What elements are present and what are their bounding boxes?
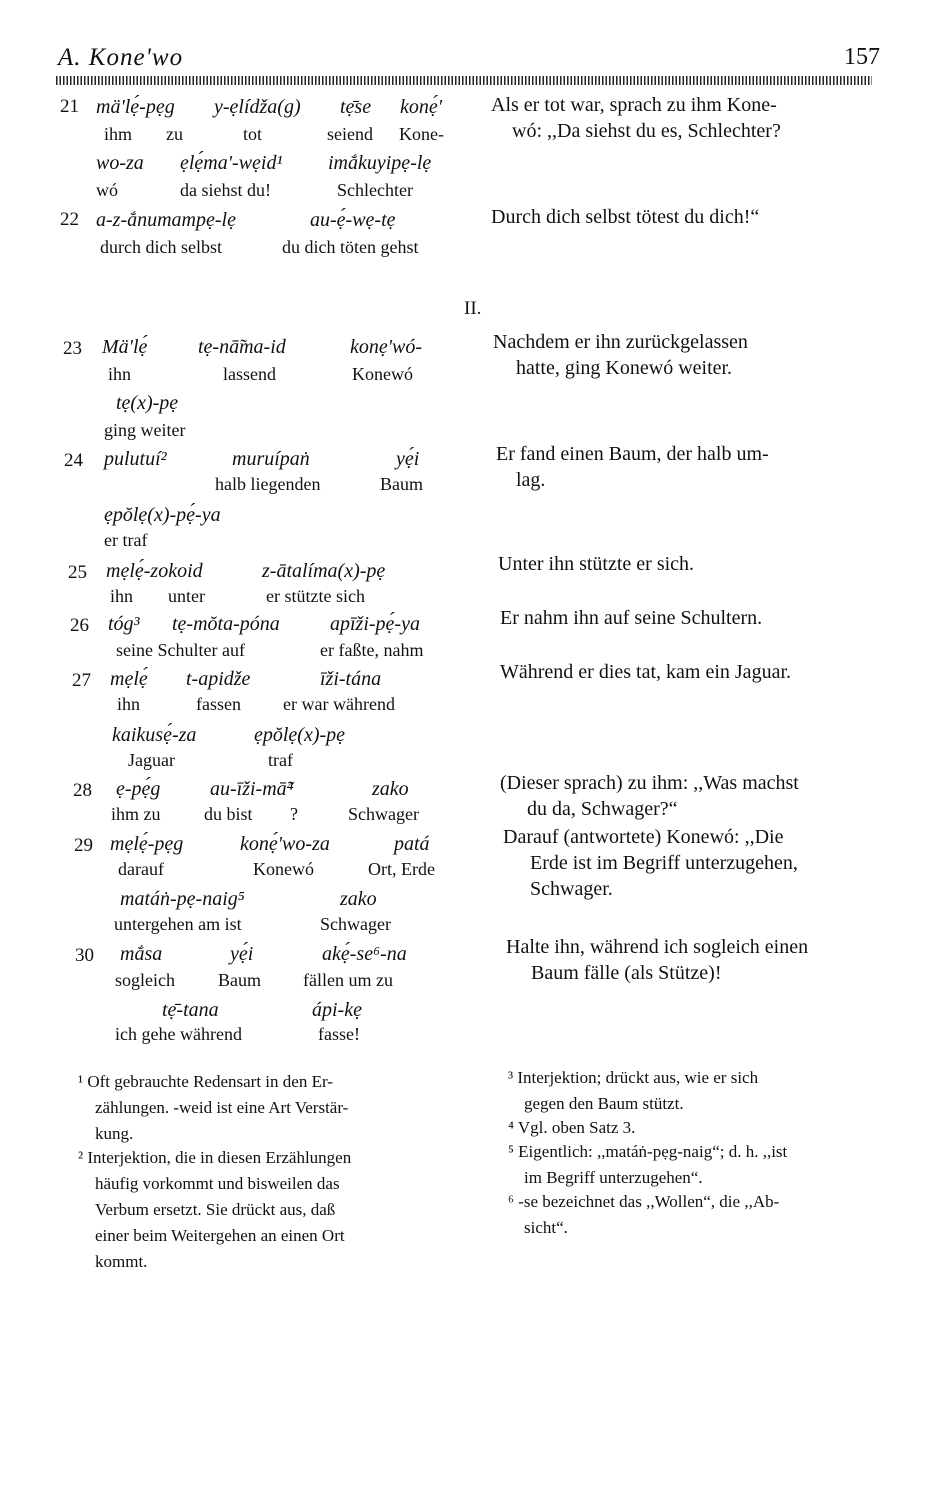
gloss-g30d: ich gehe während (115, 1024, 242, 1044)
gloss-g28d: Schwager (348, 804, 419, 824)
native-word-w23c: konẹ'wó- (350, 336, 423, 358)
native-word-w22a: a-z-ắnumampẹ-lẹ (96, 209, 236, 231)
native-word-w26a: tóg³ (108, 613, 140, 635)
translation-line-t22: Durch dich selbst tötest du dich!“ (491, 206, 760, 228)
native-word-w25b: z-ātalíma(x)-pẹ (262, 560, 386, 582)
footnote-line-f5b: im Begriff unterzugehen“. (524, 1168, 703, 1187)
translation-line-t23a: Nachdem er ihn zurückgelassen (493, 331, 748, 353)
gloss-g30e: fasse! (318, 1024, 360, 1044)
translation-line-t29a: Darauf (antwortete) Konewó: ,,Die (503, 826, 784, 848)
gloss-g28b: du bist (204, 804, 253, 824)
translation-line-t24a: Er fand einen Baum, der halb um- (496, 443, 769, 465)
native-word-w28b: au-īži-mā̃⁴ (210, 778, 294, 800)
gloss-g29b: Konewó (253, 859, 314, 879)
footnote-line-f6b: sicht“. (524, 1218, 568, 1237)
native-word-w29a: mẹlẹ́-pẹg (110, 833, 184, 855)
footnote-line-f6a: ⁶ -se bezeichnet das ,,Wollen“, die ,,Ab- (508, 1192, 780, 1211)
footnote-line-f2a: ² Interjektion, die in diesen Erzählungen (78, 1148, 352, 1167)
gloss-g27e: traf (268, 750, 293, 770)
gloss-g25c: er stützte sich (266, 586, 365, 606)
translation-line-t30a: Halte ihn, während ich sogleich einen (506, 936, 809, 958)
gloss-g21g: da siehst du! (180, 180, 271, 200)
translation-line-t21b: wó: ,,Da siehst du es, Schlechter? (512, 120, 781, 142)
gloss-g30a: sogleich (115, 970, 175, 990)
footnote-line-f3a: ³ Interjektion; drückt aus, wie er sich (508, 1068, 759, 1087)
gloss-g21e: Kone- (399, 124, 444, 144)
native-word-w29c: patá (394, 833, 430, 855)
footnote-line-f1c: kung. (95, 1124, 134, 1143)
sentence-number-n27: 27 (72, 670, 91, 691)
sentence-number-n26: 26 (70, 615, 89, 636)
footnote-line-f3b: gegen den Baum stützt. (524, 1094, 684, 1113)
gloss-g24a: halb liegenden (215, 474, 321, 494)
footnote-line-f4: ⁴ Vgl. oben Satz 3. (508, 1118, 636, 1137)
gloss-g24c: er traf (104, 530, 148, 550)
sentence-number-n24: 24 (64, 450, 83, 471)
native-word-w30a: mắsa (120, 943, 163, 965)
native-word-w21c: tẹ̄se (340, 96, 372, 118)
gloss-g23d: ging weiter (104, 420, 186, 440)
native-word-w27a: mẹlẹ́ (110, 668, 148, 690)
gloss-g21h: Schlechter (337, 180, 413, 200)
native-word-w30e: ápi-kẹ (312, 999, 362, 1021)
native-word-w28a: ẹ-pẹ́g (116, 778, 161, 800)
translation-line-t29b: Erde ist im Begriff unterzugehen, (530, 852, 798, 874)
sentence-number-n30: 30 (75, 945, 94, 966)
sentence-number-n28: 28 (73, 780, 92, 801)
gloss-g22b: du dich töten gehst (282, 237, 419, 257)
gloss-g21c: tot (243, 124, 263, 144)
native-word-w29b: konẹ́'wo-za (240, 833, 330, 855)
gloss-g27d: Jaguar (128, 750, 175, 770)
sentence-number-n25: 25 (68, 562, 87, 583)
sentence-number-n21: 21 (60, 96, 79, 117)
translation-line-t25: Unter ihn stützte er sich. (498, 553, 695, 575)
native-word-w21a: mä'lẹ́-pẹg (96, 96, 175, 118)
native-word-w26c: apīži-pẹ́-ya (330, 613, 420, 635)
gloss-g27a: ihn (117, 694, 141, 714)
page-number: 157 (844, 44, 880, 70)
native-word-w22b: au-ẹ́-wẹ-tẹ (310, 209, 396, 231)
gloss-g29e: Schwager (320, 914, 391, 934)
translation-line-t23b: hatte, ging Konewó weiter. (516, 357, 733, 379)
gloss-g28c: ? (290, 804, 298, 824)
translation-line-t29c: Schwager. (530, 878, 613, 900)
footnote-line-f2c: Verbum ersetzt. Sie drückt aus, daß (95, 1200, 336, 1219)
gloss-g29a: darauf (118, 859, 164, 879)
native-word-w29e: zako (340, 888, 377, 910)
native-word-w26b: tẹ-mŏta-póna (172, 613, 280, 635)
sentence-number-n22: 22 (60, 209, 79, 230)
gloss-g21d: seiend (327, 124, 373, 144)
native-word-w21e: wo-za (96, 152, 144, 174)
native-word-w24c: yẹ́i (396, 448, 420, 470)
gloss-g26b: er faßte, nahm (320, 640, 424, 660)
native-word-w29d: matáṅ-pẹ-naig⁵ (120, 888, 245, 910)
gloss-g23a: ihn (108, 364, 132, 384)
sentence-number-n29: 29 (74, 835, 93, 856)
footnote-line-f2d: einer beim Weitergehen an einen Ort (95, 1226, 345, 1245)
native-word-w28c: zako (372, 778, 409, 800)
gloss-g21f: wó (96, 180, 118, 200)
gloss-g23c: Konewó (352, 364, 413, 384)
native-word-w27b: t-apidže (186, 668, 251, 690)
footnote-line-f2b: häufig vorkommt und bisweilen das (95, 1174, 340, 1193)
native-word-w21b: y-ẹlídža(g) (214, 96, 301, 118)
header-rule (56, 76, 872, 85)
footnote-line-f5a: ⁵ Eigentlich: ,,matáṅ-pẹg-naig“; d. h. ,,ist (508, 1142, 788, 1161)
native-word-w23d: tẹ(x)-pẹ (116, 392, 179, 414)
translation-line-t28a: (Dieser sprach) zu ihm: ,,Was machst (500, 772, 799, 794)
translation-line-t26: Er nahm ihn auf seine Schultern. (500, 607, 763, 629)
translation-line-t24b: lag. (516, 469, 546, 491)
footnote-line-f1a: ¹ Oft gebrauchte Redensart in den Er- (78, 1072, 333, 1091)
gloss-g24b: Baum (380, 474, 423, 494)
native-word-w24d: ẹpŏlẹ(x)-pẹ́-ya (104, 504, 221, 526)
native-word-w30c: akẹ́-se⁶-na (322, 943, 407, 965)
footnote-line-f1b: zählungen. -weid ist eine Art Verstär- (95, 1098, 349, 1117)
native-word-w24a: pulutuí² (104, 448, 167, 470)
translation-line-t30b: Baum fälle (als Stütze)! (531, 962, 722, 984)
gloss-g25b: unter (168, 586, 205, 606)
gloss-g29d: untergehen am ist (114, 914, 242, 934)
translation-line-t21a: Als er tot war, sprach zu ihm Kone- (491, 94, 777, 116)
gloss-g22a: durch dich selbst (100, 237, 222, 257)
section-marker: II. (464, 298, 482, 319)
gloss-g21a: ihm (104, 124, 133, 144)
native-word-w21d: konẹ́' (400, 96, 443, 118)
native-word-w27d: kaikusẹ́-za (112, 724, 197, 746)
gloss-g30c: fällen um zu (303, 970, 393, 990)
running-header-title: A. Kone'wo (58, 44, 184, 71)
native-word-w21f: ẹlẹ́ma'-wẹid¹ (180, 152, 283, 174)
gloss-g21b: zu (166, 124, 183, 144)
native-word-w24b: muruípaṅ (232, 448, 310, 470)
gloss-g25a: ihn (110, 586, 134, 606)
footnote-line-f2e: kommt. (95, 1252, 148, 1271)
translation-line-t28b: du da, Schwager?“ (527, 798, 678, 820)
gloss-g29c: Ort, Erde (368, 859, 435, 879)
native-word-w21g: imắkuyipẹ-lẹ (328, 152, 432, 174)
gloss-g30b: Baum (218, 970, 261, 990)
native-word-w27c: īži-tána (320, 668, 382, 690)
gloss-g23b: lassend (223, 364, 276, 384)
native-word-w23a: Mä'lẹ́ (102, 336, 148, 358)
native-word-w23b: tẹ-nā̃ma-id (198, 336, 286, 358)
native-word-w25a: mẹlẹ́-zokoid (106, 560, 203, 582)
gloss-g27b: fassen (196, 694, 241, 714)
native-word-w30b: yẹ́i (230, 943, 254, 965)
native-word-w30d: tẹ̄-tana (162, 999, 219, 1021)
native-word-w27e: ẹpŏlẹ(x)-pẹ (254, 724, 346, 746)
gloss-g28a: ihm zu (111, 804, 161, 824)
sentence-number-n23: 23 (63, 338, 82, 359)
translation-line-t27: Während er dies tat, kam ein Jaguar. (500, 661, 791, 683)
gloss-g26a: seine Schulter auf (116, 640, 245, 660)
gloss-g27c: er war während (283, 694, 395, 714)
